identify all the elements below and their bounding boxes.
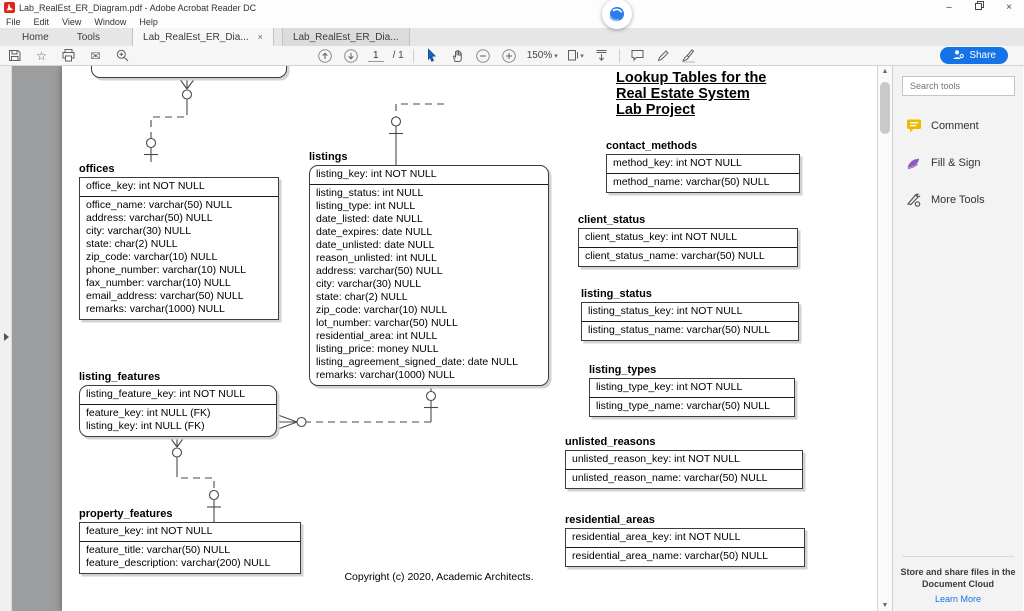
zoom-level-dropdown[interactable] (527, 50, 558, 61)
scroll-down-icon[interactable]: ▼ (881, 602, 889, 609)
share-button[interactable] (940, 47, 1008, 64)
close-icon[interactable]: × (1006, 2, 1012, 13)
er-row: listing_type_name: varchar(50) NULL (596, 400, 770, 412)
toolbar (0, 46, 1024, 66)
scrollbar-thumb[interactable] (880, 82, 890, 134)
er-row: method_name: varchar(50) NULL (613, 176, 770, 188)
title-bar (0, 0, 1024, 16)
star-icon[interactable]: ☆ (36, 48, 47, 63)
er-table-title: listing_features (79, 371, 161, 383)
zoom-in-icon[interactable] (501, 48, 518, 64)
search-icon[interactable] (114, 48, 131, 64)
er-table-listing-features (79, 371, 277, 437)
er-key-row: listing_type_key: int NOT NULL (596, 381, 743, 393)
er-row: office_name: varchar(50) NULL (86, 199, 233, 211)
pdf-page (62, 66, 877, 611)
menu-item[interactable]: File (6, 17, 21, 27)
select-tool-icon[interactable] (423, 48, 440, 64)
er-key-row: listing_feature_key: int NOT NULL (86, 388, 246, 400)
er-row: feature_key: int NULL (FK) (86, 407, 211, 419)
panel-item-comment[interactable] (893, 118, 1023, 133)
copyright-text: Copyright (c) 2020, Academic Architects. (344, 571, 534, 583)
er-table-offices (79, 163, 279, 320)
search-input[interactable] (902, 76, 1015, 96)
tab-home[interactable]: Home (22, 31, 49, 43)
er-key-row: client_status_key: int NOT NULL (585, 231, 738, 243)
er-key-row: office_key: int NOT NULL (86, 180, 205, 192)
floating-badge-icon[interactable] (602, 0, 632, 29)
er-table-title: unlisted_reasons (565, 436, 656, 448)
chevron-down-icon: ▾ (554, 53, 558, 60)
er-row: feature_description: varchar(200) NULL (86, 557, 271, 569)
er-row: zip_code: varchar(10) NULL (86, 251, 218, 263)
er-table-title: offices (79, 163, 115, 175)
er-row: remarks: varchar(1000) NULL (316, 369, 455, 381)
menu-item[interactable]: Help (139, 17, 158, 27)
er-table-listing-types (589, 364, 795, 417)
er-row: zip_code: varchar(10) NULL (316, 304, 448, 316)
panel-expand-icon[interactable] (4, 333, 9, 341)
er-table-unlisted-reasons (565, 436, 803, 489)
tab-document-2[interactable]: Lab_RealEst_ER_Dia... (282, 28, 410, 46)
document-title-line: Lookup Tables for the (616, 70, 767, 86)
er-row: fax_number: varchar(10) NULL (86, 277, 231, 289)
er-table-title: contact_methods (606, 140, 698, 152)
er-row: date_expires: date NULL (316, 226, 433, 238)
er-table-contact-methods (606, 140, 800, 193)
tab-close-icon[interactable]: × (257, 32, 263, 42)
zoom-out-icon[interactable] (475, 48, 492, 64)
restore-icon[interactable] (964, 0, 994, 16)
er-table-cutoff (91, 66, 287, 78)
er-row: date_unlisted: date NULL (316, 239, 435, 251)
er-table-residential-areas (565, 514, 805, 567)
toolbar-separator (619, 49, 620, 63)
toolbar-separator (413, 49, 414, 63)
document-title (616, 70, 806, 118)
save-icon[interactable] (6, 48, 23, 64)
pencil-tool-icon[interactable] (655, 48, 672, 64)
er-key-row: feature_key: int NOT NULL (86, 525, 213, 537)
er-key-row: method_key: int NOT NULL (613, 157, 742, 169)
er-row: listing_status: int NULL (316, 187, 424, 199)
er-key-row: unlisted_reason_key: int NOT NULL (572, 453, 740, 465)
acrobat-logo-icon (4, 2, 15, 15)
comment-icon (906, 118, 922, 133)
er-table-title: client_status (578, 214, 646, 226)
document-title-line: Real Estate System (616, 86, 750, 102)
navigation-pane-collapsed (0, 66, 12, 611)
er-row: city: varchar(30) NULL (86, 225, 192, 237)
er-row: client_status_name: varchar(50) NULL (585, 250, 765, 262)
tools-panel (892, 66, 1023, 611)
document-pane (12, 66, 877, 611)
share-person-icon (952, 49, 964, 63)
chevron-down-icon: ▾ (580, 52, 584, 60)
menu-item[interactable]: View (62, 17, 82, 27)
er-row: remarks: varchar(1000) NULL (86, 303, 225, 315)
er-row: lot_number: varchar(50) NULL (316, 317, 458, 329)
menu-item[interactable]: Window (94, 17, 127, 27)
er-row: city: varchar(30) NULL (316, 278, 422, 290)
er-table-listing-status (581, 288, 799, 341)
panel-item-label: More Tools (931, 193, 985, 206)
hand-tool-icon[interactable] (449, 48, 466, 64)
tab-tools[interactable]: Tools (76, 31, 101, 43)
er-row: listing_status_name: varchar(50) NULL (588, 324, 771, 336)
er-table-title: property_features (79, 508, 173, 520)
er-table-property-features (79, 508, 301, 574)
panel-divider (902, 556, 1014, 557)
email-icon[interactable]: ✉ (90, 48, 101, 63)
er-row: listing_type: int NULL (316, 200, 416, 212)
er-table-title: listings (309, 151, 348, 163)
er-row: listing_key: int NULL (FK) (86, 420, 205, 432)
scroll-mode-icon[interactable] (593, 48, 610, 64)
document-cloud-promo: Store and share files in the Document Cloud (900, 567, 1016, 589)
panel-item-label: Comment (931, 119, 979, 132)
learn-more-link[interactable]: Learn More (934, 594, 982, 604)
page-number-input[interactable]: 1 (368, 50, 384, 62)
scroll-up-icon[interactable]: ▲ (881, 68, 889, 75)
er-row: listing_agreement_signed_date: date NULL (316, 356, 518, 368)
er-key-row: listing_status_key: int NOT NULL (588, 305, 743, 317)
er-row: date_listed: date NULL (316, 213, 423, 225)
window-title: Lab_RealEst_ER_Diagram.pdf - Adobe Acrobat Reader DC (19, 3, 257, 13)
er-row: email_address: varchar(50) NULL (86, 290, 244, 302)
signature-tool-icon[interactable] (681, 48, 698, 64)
menu-item[interactable]: Edit (33, 17, 50, 27)
er-table-listings (309, 151, 549, 386)
er-table-client-status (578, 214, 798, 267)
er-row: reason_unlisted: int NULL (316, 252, 437, 264)
main-area (0, 66, 1024, 611)
panel-item-label: Fill & Sign (931, 156, 981, 169)
menu-bar (0, 16, 1024, 28)
er-row: listing_price: money NULL (316, 343, 439, 355)
er-row: feature_title: varchar(50) NULL (86, 544, 231, 556)
tab-bar (0, 28, 1024, 46)
page-view-icon[interactable] (567, 48, 584, 64)
er-table-title: residential_areas (565, 514, 655, 526)
er-row: phone_number: varchar(10) NULL (86, 264, 246, 276)
more-tools-icon (906, 192, 922, 207)
document-title-line: Lab Project (616, 102, 695, 118)
er-row: residential_area_name: varchar(50) NULL (572, 550, 769, 562)
print-icon[interactable] (60, 48, 77, 64)
comment-tool-icon[interactable] (629, 48, 646, 64)
tab-document-1[interactable]: Lab_RealEst_ER_Dia... × (132, 28, 274, 46)
er-key-row: listing_key: int NOT NULL (316, 168, 437, 180)
vertical-scrollbar[interactable] (877, 66, 892, 611)
panel-item-more-tools[interactable] (893, 192, 1023, 207)
er-row: state: char(2) NULL (316, 291, 408, 303)
er-row: residential_area: int NULL (316, 330, 438, 342)
share-label: Share (969, 50, 996, 61)
minimize-icon[interactable]: – (946, 2, 952, 13)
page-up-icon[interactable] (316, 48, 333, 64)
er-table-title: listing_status (581, 288, 652, 300)
zoom-level-value: 150% (526, 50, 553, 61)
er-row: address: varchar(50) NULL (86, 212, 213, 224)
er-row: state: char(2) NULL (86, 238, 178, 250)
panel-item-fill-sign[interactable] (893, 155, 1023, 170)
er-table-title: listing_types (589, 364, 657, 376)
page-down-icon[interactable] (342, 48, 359, 64)
er-row: address: varchar(50) NULL (316, 265, 443, 277)
page-count-label: / 1 (392, 50, 404, 61)
er-row: unlisted_reason_name: varchar(50) NULL (572, 472, 768, 484)
fill-sign-icon (906, 155, 922, 170)
er-key-row: residential_area_key: int NOT NULL (572, 531, 741, 543)
